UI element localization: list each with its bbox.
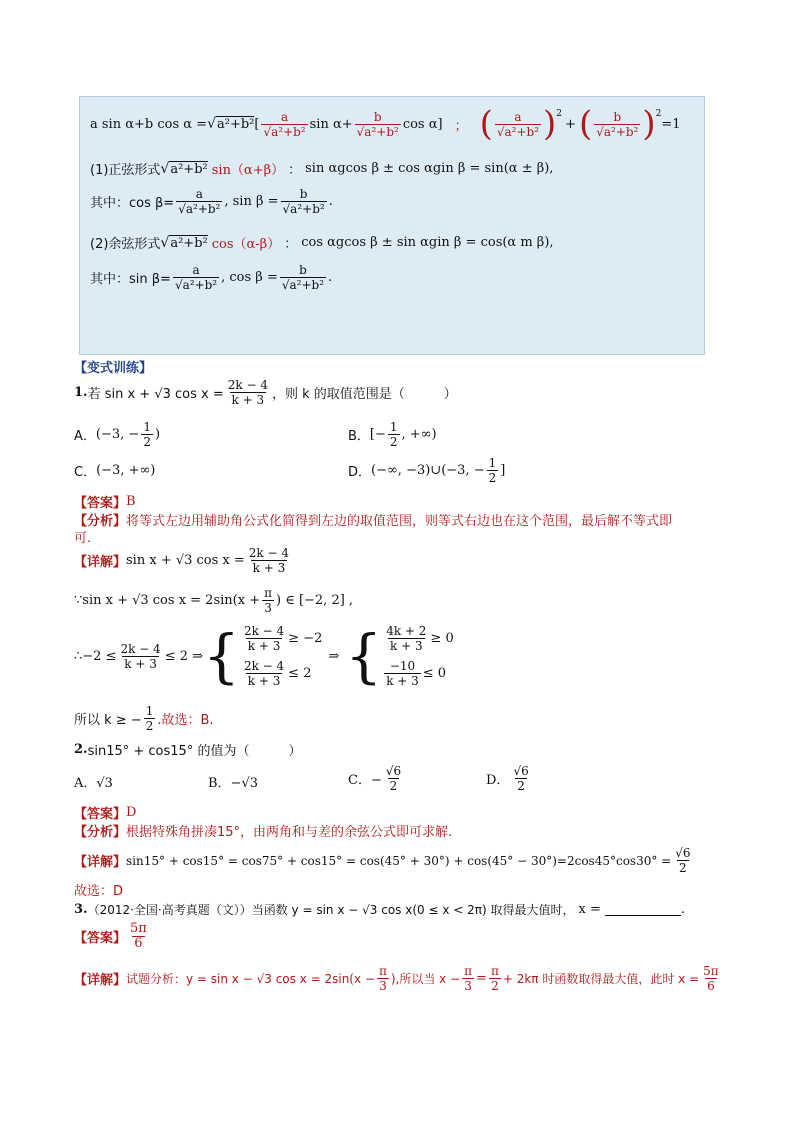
system-2: $\frac{4k + 2}{k + 3}$ ≥ 0 $\frac{-10}{k + 3}$ ≤ 0	[386, 624, 454, 688]
q2-detail-fraction: $\frac{√6}{2}$	[675, 846, 691, 875]
formula-line-1	[90, 104, 681, 144]
q1-c-text: (−3, +∞)	[96, 463, 156, 478]
fraction-a: $\frac{a}{\text{√a²+b²}}$	[263, 109, 306, 139]
cos-beta-label: , cos β =	[221, 270, 278, 285]
q1-answer-tag: 【答案】	[74, 496, 127, 511]
q3-answer-tag: 【答案】	[74, 931, 127, 946]
fraction-b: $\frac{b}{\text{√a²+b²}}$	[356, 109, 399, 139]
q1-stem	[74, 378, 457, 407]
q1-d-fraction: $\frac{1}{2}$	[488, 456, 497, 485]
exponent: 2	[556, 109, 563, 119]
cos-term: cos α]	[402, 116, 443, 132]
plus-sign: +	[565, 116, 576, 132]
q1-c-label: C．	[74, 465, 97, 480]
q3-detail-fraction-2: $\frac{\pi}{3}$	[464, 964, 473, 993]
q2-c-label: C．−	[348, 773, 382, 788]
q3-detail-fraction-4: $\frac{5\pi}{6}$	[703, 964, 719, 993]
brace-2: {	[345, 622, 383, 690]
q2-answer-value: D	[126, 805, 137, 820]
sine-fn: sin（α+β）	[211, 163, 285, 178]
q2-option-b: B．−√3	[208, 776, 259, 791]
sqrt-sign-2: √	[160, 160, 170, 177]
q3-stem	[74, 901, 685, 918]
q1-analysis-cont: 可.	[74, 531, 92, 546]
q3-stem-text: （2012·全国·高考真题（文））当函数 y = sin x − √3 cos x(0 ≤ x < 2π) 取得最大值时，	[87, 903, 575, 917]
q2-d-fraction: $\frac{√6}{2}$	[513, 764, 529, 793]
formula-line-2	[90, 159, 553, 178]
q1-d-label: D．	[348, 465, 372, 480]
q3-period: .	[680, 902, 685, 917]
q1-b-fraction: $\frac{1}{2}$	[389, 420, 398, 449]
sin-beta-label: , sin β =	[224, 194, 279, 209]
q1-stem-pre: 若 sin x + √3 cos x =	[87, 387, 224, 402]
formula-line-4	[90, 233, 554, 252]
where-cos-label: 其中：cos β=	[90, 196, 175, 211]
q1-final-fraction: $\frac{1}{2}$	[145, 704, 154, 733]
q1-a-label: A．	[74, 429, 96, 444]
q2-stem	[74, 740, 301, 759]
formula-line-5	[90, 263, 332, 292]
fraction-cos-beta-2: $\frac{b}{\text{√a²+b²}}$	[281, 263, 325, 292]
colon-2: ：	[284, 237, 298, 252]
q1-b-text: [−	[369, 427, 386, 442]
q2-detail-eq: sin15° + cos15° = cos75° + cos15° = cos(45° + 30°) + cos(45° − 30°)=2cos45°cos30° =	[126, 853, 672, 868]
q3-detail-mid2: + 2kπ 时函数取得最大值，此时 x =	[502, 972, 700, 986]
formula-line-3	[90, 187, 333, 216]
q1-detail-pi3: $\frac{\pi}{3}$	[264, 586, 272, 615]
fraction-pb: $\frac{b}{\text{√a²+b²}}$	[596, 109, 639, 139]
implies-arrow: ⇒	[328, 648, 340, 664]
q2-detail	[74, 846, 695, 875]
q3-detail-fraction-3: $\frac{\pi}{2}$	[490, 964, 499, 993]
q1-analysis-text: 将等式左边用辅助角公式化简得到左边的取值范围，则等式右边也在这个范围，最后解不等式即	[126, 514, 673, 529]
q3-detail-mid: ),所以当 x −	[390, 972, 461, 986]
q2-analysis-text: 根据特殊角拼凑15°，由两角和与差的余弦公式即可求解.	[126, 825, 453, 840]
sqrt-sign-3: √	[160, 234, 170, 251]
q3-x-equals: x =	[578, 902, 601, 917]
cosine-identity: cos αgcos β ± sin αgin β = cos(α m β),	[301, 235, 554, 250]
q1-final	[74, 704, 214, 733]
paren-right-2: )	[642, 104, 656, 144]
q1-a-text: (−3, −	[95, 427, 140, 442]
fraction-cos-beta: $\frac{a}{\text{√a²+b²}}$	[178, 187, 221, 216]
sine-identity: sin αgcos β ± cos αgin β = sin(α ± β),	[305, 161, 554, 176]
q1-detail-eq: sin x + √3 cos x =	[126, 553, 245, 568]
q2-option-c	[348, 764, 405, 793]
period-2: .	[328, 270, 333, 285]
sqrt-sign: √	[207, 116, 216, 132]
q2-d-label: D．	[486, 773, 510, 788]
q1-detail-aux: ∵sin x + √3 cos x = 2sin(x +	[74, 593, 261, 608]
q1-detail-2	[74, 586, 353, 615]
q1-analysis	[74, 510, 672, 529]
q2-option-a: A．√3	[74, 776, 113, 791]
q1-number: 1.	[74, 385, 88, 400]
fraction-sin-beta: $\frac{b}{\text{√a²+b²}}$	[282, 187, 325, 216]
sqrt-content-3: a²+b²	[170, 235, 208, 251]
q1-option-b	[348, 420, 437, 449]
q2-analysis	[74, 821, 452, 840]
paren-left-2: (	[578, 104, 593, 144]
formula-lhs: a sin α+b cos α =	[90, 116, 208, 132]
q1-detail-tag: 【详解】	[74, 555, 127, 570]
fraction-sin-beta-2: $\frac{a}{\text{√a²+b²}}$	[174, 263, 218, 292]
q2-analysis-tag: 【分析】	[74, 825, 127, 840]
q3-detail-tag: 【详解】	[74, 973, 127, 988]
q3-answer	[74, 922, 151, 951]
q1-final-pre: 所以 k ≥ −	[74, 713, 142, 728]
q2-option-d	[486, 764, 533, 793]
q1-detail-1	[74, 546, 293, 575]
q3-number: 3.	[74, 902, 88, 917]
q1-ineq-mid: ≤ 2 ⇒	[164, 648, 204, 664]
q1-analysis-tag: 【分析】	[74, 514, 127, 529]
q1-a-fraction: $\frac{1}{2}$	[143, 420, 151, 449]
q2-answer	[74, 803, 136, 822]
q1-ineq-pre: ∴−2 ≤	[74, 648, 117, 664]
q1-fraction: $\frac{2k - 4}{k + 3}$	[227, 378, 268, 407]
q1-final-post: .故选：B.	[157, 713, 214, 728]
q1-option-a	[74, 420, 160, 449]
q2-number: 2.	[74, 742, 88, 757]
cosine-form-label: (2)余弦形式	[90, 237, 161, 252]
cosine-fn: cos（α-β）	[211, 237, 281, 252]
paren-left: (	[479, 104, 493, 144]
q1-ineq-fraction: $\frac{2k - 4}{k + 3}$	[120, 641, 161, 671]
q1-b-end: , +∞)	[401, 427, 437, 442]
fraction-pa: $\frac{a}{\text{√a²+b²}}$	[496, 109, 540, 139]
q1-option-c	[74, 461, 155, 480]
q3-detail	[74, 964, 723, 993]
brace-1: {	[203, 622, 240, 690]
q2-final: 故选：D	[74, 884, 124, 899]
q2-stem-text: sin15° + cos15° 的值为（ ）	[87, 744, 302, 759]
q1-d-end: ]	[500, 463, 506, 478]
formula-box	[79, 96, 705, 355]
equals-one: =1	[661, 116, 681, 132]
sin-term: sin α+	[309, 116, 353, 132]
q1-stem-post: ，则 k 的取值范围是（ ）	[271, 387, 457, 402]
bracket-open: [	[254, 116, 260, 132]
q3-detail-eq: =	[476, 971, 487, 986]
q3-detail-fraction-1: $\frac{\pi}{3}$	[378, 964, 387, 993]
q1-b-label: B．	[348, 429, 370, 444]
q1-a-end: )	[154, 427, 161, 442]
q1-detail-range: ) ∈ [−2, 2] ,	[275, 593, 354, 608]
sqrt-content: a²+b²	[216, 117, 255, 132]
q2-c-fraction: $\frac{√6}{2}$	[385, 764, 402, 793]
period: .	[328, 194, 333, 209]
q1-answer-value: B	[126, 494, 136, 509]
q1-option-d	[348, 456, 505, 485]
q1-answer	[74, 492, 136, 511]
semicolon: ；	[454, 118, 468, 134]
q3-answer-fraction: $\frac{5\pi}{6}$	[130, 921, 147, 951]
q1-detail-3	[74, 624, 454, 688]
system-1: $\frac{2k - 4}{k + 3}$ ≥ −2 $\frac{2k - 4}{k + 3}$ ≤ 2	[243, 624, 323, 688]
q2-answer-tag: 【答案】	[74, 807, 127, 822]
where-sin-label: 其中：sin β=	[90, 272, 171, 287]
sqrt-content-2: a²+b²	[170, 161, 208, 177]
section-title: 【变式训练】	[74, 361, 153, 376]
sine-form-label: (1)正弦形式	[90, 163, 161, 178]
exponent-2: 2	[655, 109, 662, 119]
q3-detail-pre: 试题分析：y = sin x − √3 cos x = 2sin(x −	[126, 972, 375, 986]
colon: ：	[288, 163, 302, 178]
q1-detail-fraction: $\frac{2k - 4}{k + 3}$	[248, 546, 290, 575]
q2-detail-tag: 【详解】	[74, 855, 127, 870]
paren-right: )	[543, 104, 557, 144]
q3-blank[interactable]	[605, 903, 681, 916]
q1-d-text: (−∞, −3)∪(−3, −	[371, 463, 485, 478]
